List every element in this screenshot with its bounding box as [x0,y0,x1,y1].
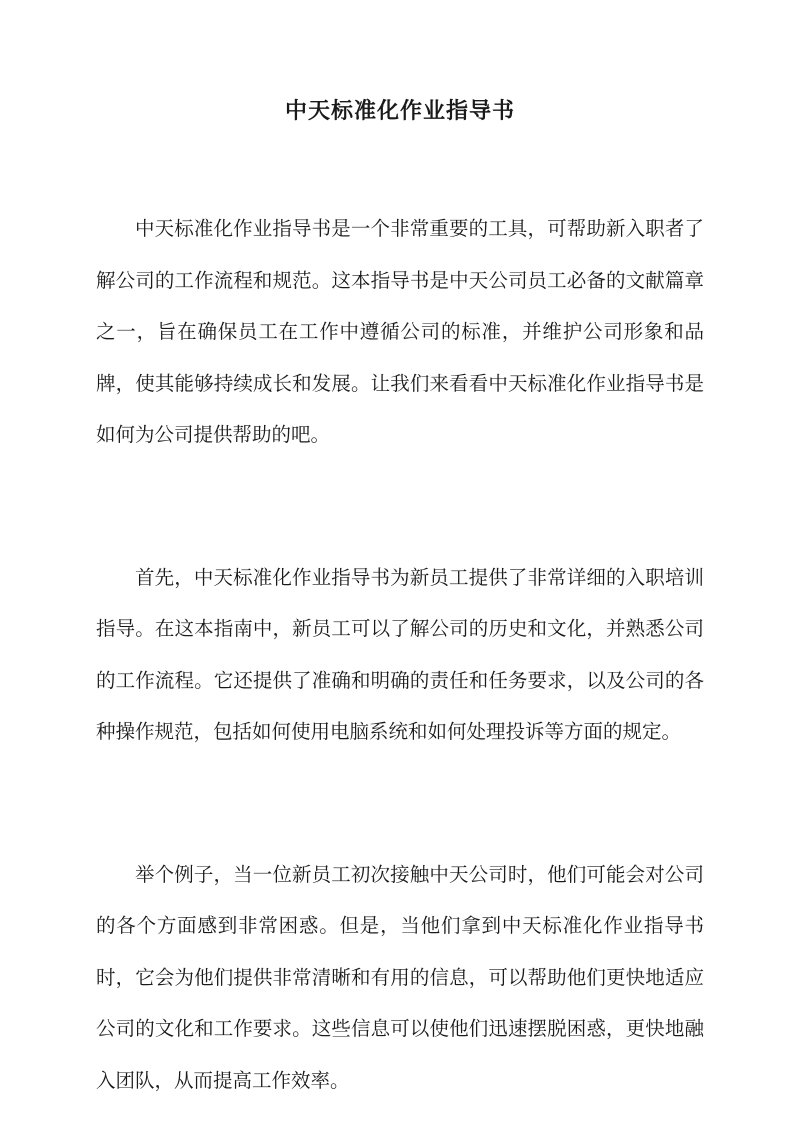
paragraph-intro: 中天标准化作业指导书是一个非常重要的工具，可帮助新入职者了解公司的工作流程和规范。这本指导书是中天公司员工必备的文献篇章之一，旨在确保员工在工作中遵循公司的标准，并维护公司形象和品牌，使其能够持续成长和发展。让我们来看看中天标准化作业指导书是如何为公司提供帮助的吧。 [96,217,704,446]
document-body [96,203,704,1106]
document-title: 中天标准化作业指导书 [284,98,515,124]
paragraph-example: 举个例子，当一位新员工初次接触中天公司时，他们可能会对公司的各个方面感到非常困惑。但是，当他们拿到中天标准化作业指导书时，它会为他们提供非常清晰和有用的信息，可以帮助他们更快地适应公司的文化和工作要求。这些信息可以使他们迅速摆脱困惑，更快地融入团队，从而提高工作效率。 [96,862,704,1092]
paragraph-onboarding: 首先，中天标准化作业指导书为新员工提供了非常详细的入职培训指导。在这本指南中，新员工可以了解公司的历史和文化，并熟悉公司的工作流程。它还提供了准确和明确的责任和任务要求，以及公司的各种操作规范，包括如何使用电脑系统和如何处理投诉等方面的规定。 [96,565,704,743]
